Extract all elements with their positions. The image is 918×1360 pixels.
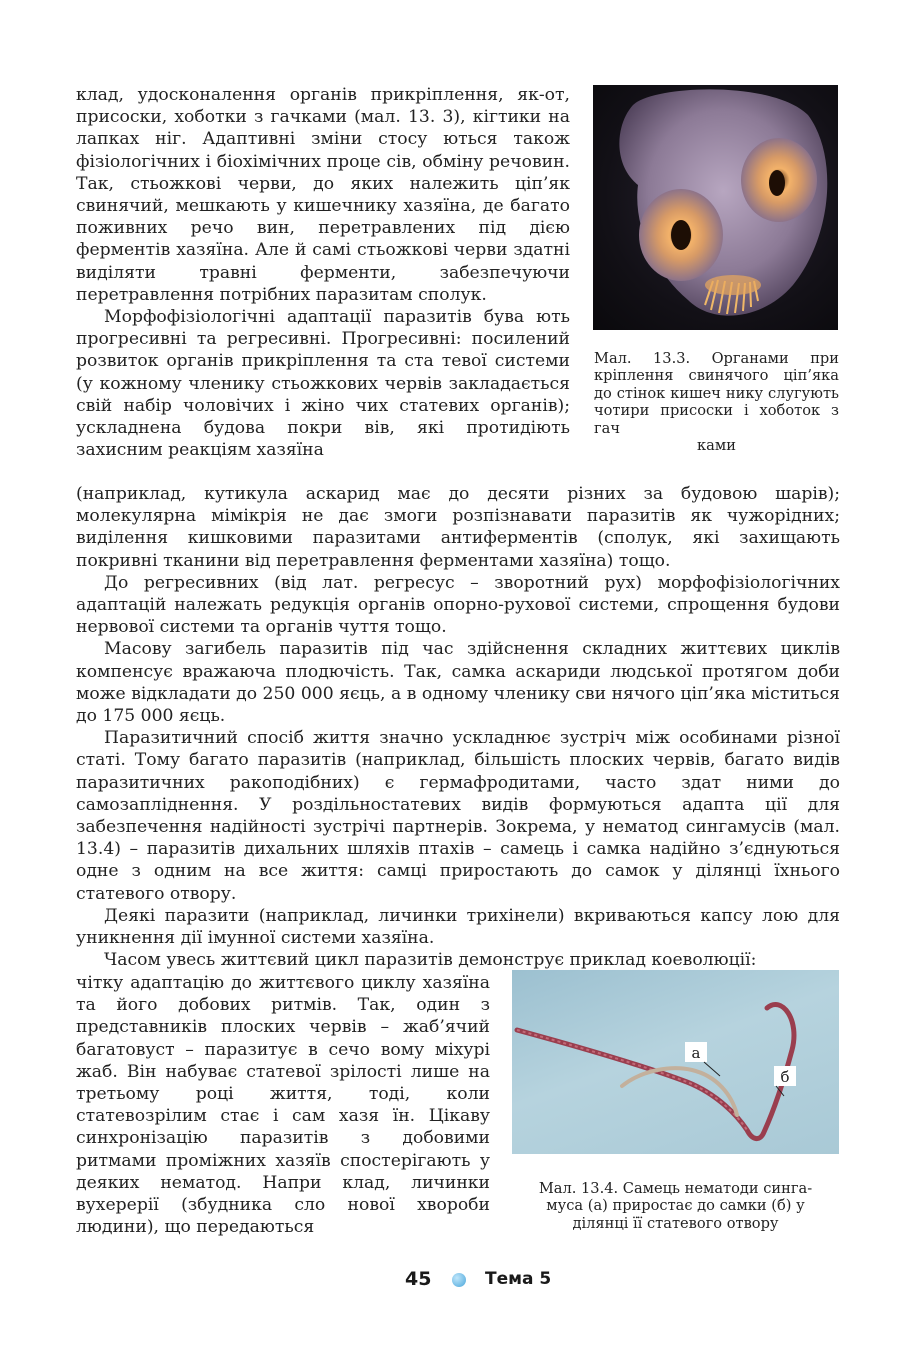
text-line: один з представників плоских червів –	[76, 995, 490, 1038]
caption-line: нику слугують чотири	[594, 384, 839, 420]
text-column-bottom	[76, 972, 490, 1238]
text-line: ції для забезпечення надійності зустрічі партнерів. Зокрема, у нематод	[76, 794, 840, 838]
text-line: циклів компенсує вражаюча плодючість. Так, самка аскариди людської	[76, 639, 840, 682]
text-line: виділення кишковими паразитами антиферментів (сполук, які захищають	[76, 528, 840, 549]
tapeworm-scolex-photo	[593, 85, 838, 330]
text-line: чих статевих органів); ускладнена будова покри	[76, 395, 571, 439]
caption-line: муса (а) приростає до самки (б) у	[546, 1197, 805, 1215]
text-line: травні ферменти, забезпечуючи перетравлення	[76, 262, 570, 305]
paragraph	[76, 905, 840, 949]
tapeworm-illustration	[593, 85, 838, 330]
text-line: До регресивних (від лат. регресус – зворотний рух) морфофізіологічних	[104, 572, 840, 593]
text-line: нячого ціп’яка міститься до 175 000 яєць.	[76, 683, 840, 727]
text-line: вин, перетравлених під дією ферментів хазяїна.	[76, 218, 571, 261]
paragraph	[76, 84, 570, 306]
text-line: вому міхурі жаб. Він набуває статевої	[76, 1039, 491, 1082]
text-line: різної статі. Тому багато паразитів (наприклад, більшість плоских червів,	[76, 728, 840, 771]
caption-line: ціп’яка до стінок кишеч	[594, 367, 839, 402]
text-line: Деякі паразити (наприклад, личинки трихінели) вкриваються капсу	[104, 905, 753, 926]
page-number: 45	[405, 1268, 432, 1290]
text-line: протягом доби може відкладати до 250 000 яєць, а в одному членику сви	[76, 661, 840, 704]
paragraph	[76, 483, 840, 572]
text-line: зрілості лише на третьому році життя,	[76, 1061, 490, 1105]
text-line: будови нервової системи та органів чуття тощо.	[76, 595, 840, 638]
text-line: кігтики на лапках ніг. Адаптивні зміни стосу	[76, 107, 570, 150]
text-line: Часом увесь життєвий цикл паразитів демонструє приклад коеволюції:	[104, 950, 757, 971]
text-line: чітку адаптацію до життєвого циклу	[76, 973, 423, 993]
text-line: вів, які протидіють захисним реакціям хазяїна	[76, 418, 570, 461]
text-line: добовими ритмами проміжних хазяїв	[76, 1128, 490, 1171]
paragraph	[76, 949, 840, 971]
label-a: а	[691, 1044, 701, 1062]
text-line: (наприклад, кутикула аскарид має до десяти різних за будовою шарів);	[76, 484, 840, 504]
text-line: посилений розвиток органів прикріплення та ста	[76, 329, 570, 372]
text-line: нової хвороби людини), що передаються	[76, 1195, 490, 1238]
paragraph	[76, 972, 490, 1238]
caption-line: присоски і хоботок з гач	[594, 402, 839, 437]
text-column-top	[76, 84, 570, 461]
text-line: жаб’ячий багатовуст – паразитує в сечо	[76, 1017, 490, 1060]
paragraph	[76, 727, 840, 905]
text-line: Паразитичний спосіб життя значно ускладнює зустріч між особинами	[104, 728, 787, 749]
text-column-wide	[76, 483, 840, 971]
text-line: спостерігають у деяких нематод. Напри	[76, 1150, 490, 1193]
text-line: червів закладається свій набір чоловічих і жіно	[76, 373, 570, 416]
text-line: потрібних паразитам сполук.	[219, 284, 487, 305]
text-line: ють прогресивні та регресивні. Прогресивні:	[76, 307, 571, 350]
text-line: сингамусів (мал. 13.4) – паразитів дихальних шляхів птахів – самець і	[76, 817, 840, 860]
paragraph	[76, 638, 840, 727]
caption-line: Мал. 13.4. Самець нематоди синга-	[538, 1180, 813, 1197]
text-line: кишечнику хазяїна, де багато поживних речо	[76, 196, 570, 239]
text-line: Морфофізіологічні адаптації паразитів бува	[104, 307, 525, 328]
caption-line: ділянці її статевого отвору	[572, 1214, 779, 1232]
text-line: клад, удосконалення органів прикріплення,	[76, 85, 518, 105]
text-line: Масову загибель паразитів під час здійснення складних життєвих	[104, 639, 781, 660]
text-line: тоді, коли статевозрілим стає і сам хазя	[76, 1084, 491, 1127]
bullet-dot-icon	[452, 1273, 466, 1287]
page-footer	[0, 1268, 918, 1292]
text-line: їн. Цікаву синхронізацію паразитів з	[76, 1106, 490, 1149]
text-line: як-от, присоски, хоботки з гачками (мал. 13. 3),	[76, 85, 570, 128]
text-line: ними до самозапліднення. У роздільностатевих видів формуються адапта	[76, 772, 840, 815]
text-line: молекулярна мімікрія не дає змоги розпізнавати паразитів як чужорідних;	[76, 506, 840, 527]
text-line: лою для уникнення дії імунної системи хазяїна.	[76, 905, 840, 949]
text-line: клад, личинки вухерерії (збудника сло	[76, 1172, 490, 1216]
text-line: тевої системи (у кожному членику стьожкових	[76, 351, 570, 394]
nematode-photo	[512, 970, 839, 1154]
caption-line: кріплення свинячого	[594, 367, 784, 385]
text-line: адаптацій належать редукція органів опорно-рухової системи, спрощення	[76, 595, 778, 616]
text-line: Але й самі стьожкові черви здатні виділяти	[76, 240, 570, 283]
text-line: сів, обміну речовин. Так, стьожкові черви, до	[76, 151, 570, 194]
text-line: до самок у ділянці їхнього статевого отвору.	[76, 861, 840, 904]
text-line: багато видів паразитичних ракоподібних) є гермафродитами, часто здат	[76, 750, 840, 793]
label-b: б	[780, 1068, 790, 1086]
figure-caption-13-3	[594, 350, 839, 454]
text-line: хазяїна та його добових ритмів. Так,	[76, 973, 490, 1016]
text-line: яких належить ціп’як свинячий, мешкають у	[76, 173, 571, 217]
paragraph	[76, 572, 840, 639]
figure-caption-13-4	[512, 1180, 839, 1232]
caption-line: ками	[697, 437, 736, 455]
nematode-illustration	[512, 970, 839, 1154]
topic-label: Тема 5	[485, 1269, 552, 1289]
caption-line: Мал. 13.3. Органами при	[594, 350, 839, 367]
text-line: покривні тканини від перетравлення ферментами хазяїна) тощо.	[76, 550, 671, 571]
text-line: самка надійно з’єднуються одне з одним на все життя: самці приростають	[76, 839, 840, 882]
paragraph	[76, 306, 570, 461]
text-line: ються також фізіологічних і біохімічних проце	[76, 129, 570, 172]
